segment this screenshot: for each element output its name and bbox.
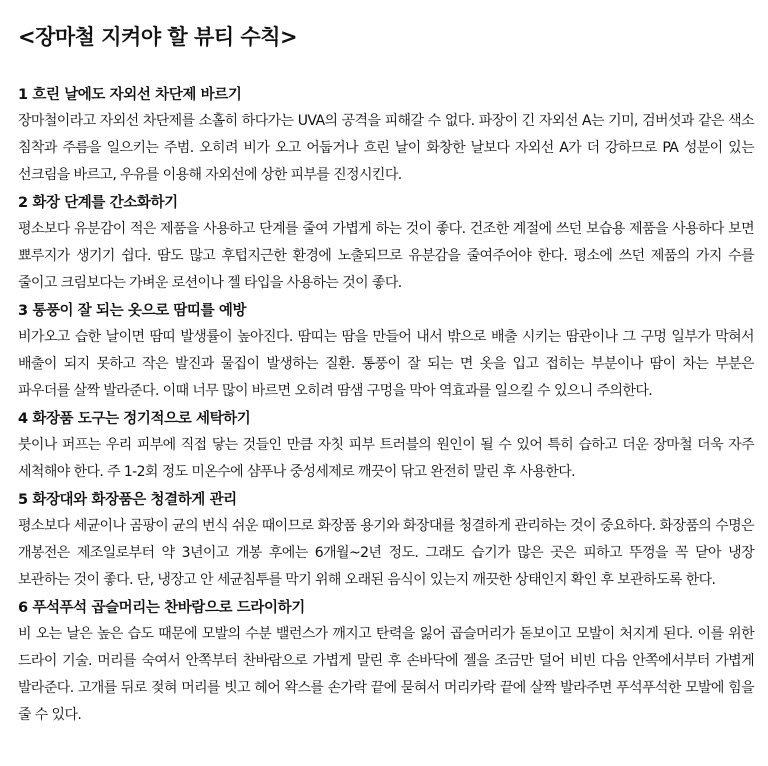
- section-body: 비가오고 습한 날이면 땀띠 발생률이 높아진다. 땀띠는 땀을 만들어 내서 밖으로 배출 시키는 땀관이나 그 구멍 일부가 막혀서 배출이 되지 못하고 작은 발진과 물집이 발생하는 질환. 통풍이 잘 되는 면 옷을 입고 접히는 부분이나 땀이 차는 부분은 파우더를 살짝 발라준다. 이때 너무 많이 바르면 오히려 땀샘 구멍을 막아 역효과를 일으킬 수 있으니 주의한다.: [18, 329, 754, 399]
- section-heading: 3 통풍이 잘 되는 옷으로 땀띠를 예방: [18, 303, 247, 319]
- section-body: 붓이나 퍼프는 우리 피부에 직접 닿는 것들인 만큼 자칫 피부 트러블의 원인이 될 수 있어 특히 습하고 더운 장마철 더욱 자주 세척해야 한다. 주 1-2회 정도 미온수에 샴푸나 중성세제로 깨끗이 닦고 완전히 말린 후 사용한다.: [18, 437, 754, 480]
- section-4: [18, 408, 754, 486]
- section-heading: 6 푸석푸석 곱슬머리는 찬바람으로 드라이하기: [18, 600, 305, 616]
- section-body: 비 오는 날은 높은 습도 때문에 모발의 수분 밸런스가 깨지고 탄력을 잃어 곱슬머리가 돋보이고 모발이 처지게 된다. 이를 위한 드라이 기술. 머리를 숙여서 안쪽부터 찬바람으로 가볍게 말린 후 손바닥에 젤을 조금만 덜어 비빈 다음 안쪽에서부터 가볍게 발라준다. 고개를 뒤로 젖혀 머리를 빗고 헤어 왁스를 손가락 끝에 묻혀서 머리카락 끝에 살짝 발라주면 푸석푸석한 모발에 힘을 줄 수 있다.: [18, 626, 754, 723]
- section-heading: 4 화장품 도구는 정기적으로 세탁하기: [18, 411, 251, 427]
- section-5: [18, 489, 754, 594]
- section-body: 평소보다 유분감이 적은 제품을 사용하고 단계를 줄여 가볍게 하는 것이 좋다. 건조한 계절에 쓰던 보습용 제품을 사용하다 보면 뾰루지가 생기기 쉽다. 땀도 많고 후텁지근한 환경에 노출되므로 유분감을 줄여주어야 한다. 평소에 쓰던 제품의 가지 수를 줄이고 크림보다는 가벼운 로션이나 젤 타입을 사용하는 것이 좋다.: [18, 221, 754, 291]
- section-1: [18, 84, 754, 189]
- section-3: [18, 300, 754, 405]
- section-heading: 1 흐린 날에도 자외선 차단제 바르기: [18, 87, 242, 103]
- section-body: 평소보다 세균이나 곰팡이 균의 번식 쉬운 때이므로 화장품 용기와 화장대를 청결하게 관리하는 것이 중요하다. 화장품의 수명은 개봉전은 제조일로부터 약 3년이고 개봉 후에는 6개월~2년 정도. 그래도 습기가 많은 곳은 피하고 뚜껑을 꼭 닫아 냉장 보관하는 것이 좋다. 단, 냉장고 안 세균침투를 막기 위해 오래된 음식이 있는지 깨끗한 상태인지 확인 후 보관하도록 한다.: [18, 518, 754, 588]
- section-body: 장마철이라고 자외선 차단제를 소홀히 하다가는 UVA의 공격을 피해갈 수 없다. 파장이 긴 자외선 A는 기미, 검버섯과 같은 색소 침착과 주름을 일으키는 주범. 오히려 비가 오고 어둡거나 흐린 날이 화창한 날보다 자외선 A가 더 강하므로 PA 성분이 있는 선크림을 바르고, 우유를 이용해 자외선에 상한 피부를 진정시킨다.: [18, 113, 754, 183]
- section-2: [18, 192, 754, 297]
- section-heading: 5 화장대와 화장품은 청결하게 관리: [18, 492, 237, 508]
- page-title: <장마철 지켜야 할 뷰티 수칙>: [18, 25, 298, 49]
- section-heading: 2 화장 단계를 간소화하기: [18, 195, 178, 211]
- section-6: [18, 597, 754, 729]
